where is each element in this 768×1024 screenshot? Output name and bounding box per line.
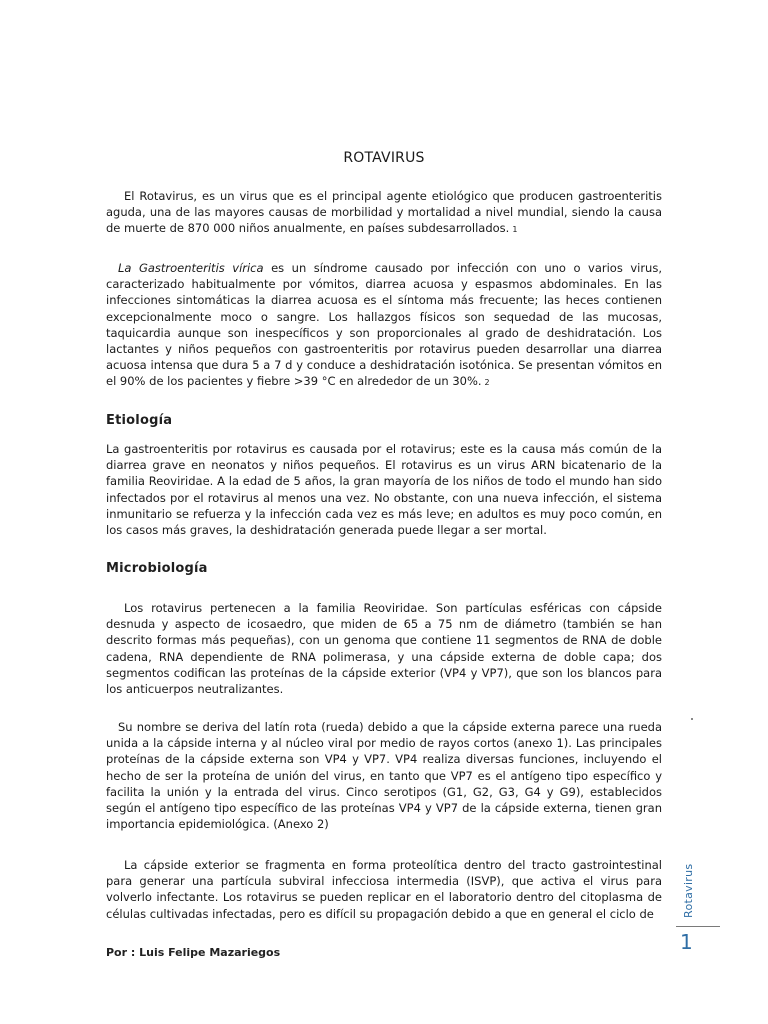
intro-paragraph-2 (106, 260, 662, 392)
footer-author: Por : Luis Felipe Mazariegos (106, 946, 281, 959)
etiologia-paragraph (106, 441, 662, 538)
microbiologia-paragraph-2 (106, 719, 662, 832)
microbiologia-text-3: La cápside exterior se fragmenta en forma proteolítica dentro del tracto gastrointestinal para generar una partícula subviral infecciosa intermedia (ISVP), que activa el virus para volverlo infectante. Los rotavirus se pueden replicar en el laboratorio dentro del citoplasma de células cultivadas infectadas, pero es difícil su propagación debido a que en general el ciclo de (106, 858, 662, 921)
intro-paragraph-1 (106, 188, 662, 239)
section-heading-etiologia: Etiología (106, 413, 173, 428)
microbiologia-text-2: Su nombre se deriva del latín rota (rueda) debido a que la cápside externa parece una rueda unida a la cápside interna y al núcleo viral por medio de rayos cortos (anexo 1). Las principales proteínas de la cápside externa son VP4 y VP7. VP4 realiza diversas funciones, incluyendo el hecho de ser la proteína de unión del virus, en tanto que VP7 es el antígeno tipo específico y facilita la unión y la entrada del virus. Cinco serotipos (G1, G2, G3, G4 y G9), establecidos según el antígeno tipo específico de las proteínas VP4 y VP7 de la cápside externa, tienen gran importancia epidemiológica. (Anexo 2) (106, 720, 662, 832)
footnote-ref-2: 2 (484, 378, 490, 388)
etiologia-text: La gastroenteritis por rotavirus es causada por el rotavirus; este es la causa más común de la diarrea grave en neonatos y niños pequeños. El rotavirus es un virus ARN bicatenario de la familia Reoviridae. A la edad de 5 años, la gran mayoría de los niños de todo el mundo han sido infectados por el rotavirus al menos una vez. No obstante, con una nueva infección, el sistema inmunitario se refuerza y la infección cada vez es más leve; en adultos es muy poco común, en los casos más graves, la deshidratación generada puede llegar a ser mortal. (106, 442, 662, 538)
page-number-divider (676, 926, 720, 927)
microbiologia-paragraph-3 (106, 857, 662, 922)
section-heading-microbiologia: Microbiología (106, 561, 208, 576)
footnote-ref-1: 1 (512, 225, 518, 235)
stray-mark (691, 718, 693, 720)
microbiologia-text-1: Los rotavirus pertenecen a la familia Reoviridae. Son partículas esféricas con cápside desnuda y aspecto de icosaedro, que miden de 65 a 75 nm de diámetro (también se han descrito formas más pequeñas), con un genoma que contiene 11 segmentos de RNA de doble cadena, RNA dependiente de RNA polimerasa, y una cápside externa de doble capa; dos segmentos codifican las proteínas de la cápside exterior (VP4 y VP7), que son los blancos para los anticuerpos neutralizantes. (106, 601, 662, 697)
gastroenteritis-term: La Gastroenteritis vírica (118, 261, 264, 275)
microbiologia-paragraph-1 (106, 600, 662, 697)
intro-text-1: El Rotavirus, es un virus que es el principal agente etiológico que producen gastroenteritis aguda, una de las mayores causas de morbilidad y mortalidad a nivel mundial, siendo la causa de muerte de 870 000 niños anualmente, en países subdesarrollados. (106, 189, 662, 236)
page-number: 1 (680, 930, 693, 954)
side-running-title: Rotavirus (682, 863, 695, 918)
intro-text-2: es un síndrome causado por infección con uno o varios virus, caracterizado habitualmente por vómitos, diarrea acuosa y espasmos abdominales. En las infecciones sintomáticas la diarrea acuosa es el síntoma más frecuente; las heces contienen excepcionalmente moco o sangre. Los hallazgos físicos son sequedad de las mucosas, taquicardia aunque son inespecíficos y son proporcionales al grado de deshidratación. Los lactantes y niños pequeños con gastroenteritis por rotavirus pueden desarrollar una diarrea acuosa intensa que dura 5 a 7 d y conduce a deshidratación isotónica. Se presentan vómitos en el 90% de los pacientes y fiebre >39 °C en alrededor de un 30%. (106, 261, 662, 389)
page-title: ROTAVIRUS (343, 150, 425, 166)
